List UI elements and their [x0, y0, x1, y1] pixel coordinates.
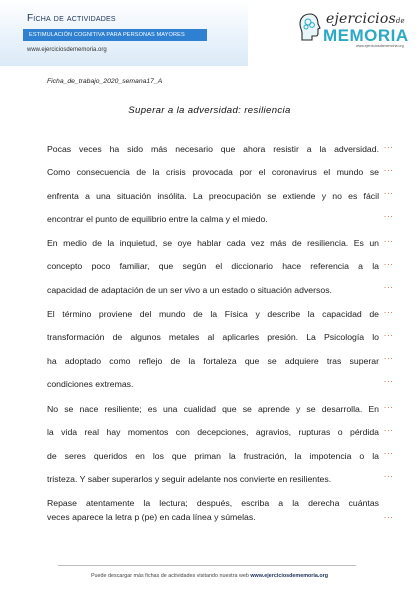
footer-link[interactable]: www.ejerciciosdememoria.org [250, 573, 329, 579]
text-line: veces aparece la letra p (pe) en cada línea y súmelas. [47, 512, 256, 522]
paragraph-3 [47, 303, 379, 396]
instruction-paragraph [47, 496, 379, 524]
text-line: ha adoptado como reflejo de la fortaleza que se adquiere tras superar [47, 355, 379, 366]
text-line: concepto poco familiar, que según el diccionario hace referencia a la [47, 261, 379, 272]
answer-field[interactable]: ... [384, 401, 394, 410]
header-banner [0, 0, 248, 66]
answer-field[interactable]: ... [384, 141, 394, 150]
paragraph-1 [47, 138, 379, 231]
text-line: El término proviene del mundo de la Física y describe la capacidad de [47, 309, 379, 319]
text-line: Pocas veces ha sido más necesario que ahora resistir a la adversidad. [47, 144, 379, 154]
worksheet-id: Ficha_de_trabajo_2020_semana17_A [47, 78, 163, 85]
text-line: enfrenta a una situación insólita. La preocupación se extiende y no es fácil [47, 190, 379, 201]
header-subtitle-bar: ESTIMULACIÓN COGNITIVA PARA PERSONAS MAYORES [23, 29, 207, 41]
text-line: la vida real hay momentos con decepciones, agravios, rupturas o pérdida [47, 427, 379, 438]
paragraph-4 [47, 398, 379, 491]
page-footer [0, 573, 419, 579]
answer-field[interactable]: ... [384, 375, 394, 384]
text-line: transformación de algunos metales al aplicarles presión. La Psicología lo [47, 332, 379, 343]
paragraph-2 [47, 232, 379, 302]
answer-field[interactable]: ... [384, 258, 394, 267]
answer-field[interactable]: ... [384, 235, 394, 244]
document-title: Superar a la adversidad: resiliencia [128, 105, 291, 116]
total-answer-field[interactable]: ... [384, 511, 394, 520]
logo-url: www.ejerciciosdememoria.org [356, 44, 404, 48]
footer-text: Puede descargar más fichas de actividades visitando nuestra web [90, 573, 251, 579]
logo-wordmark-top: ejerciciosde [326, 11, 405, 27]
brain-head-icon [298, 12, 322, 42]
text-line: Como consecuencia de la crisis provocada por el coronavirus el mundo se [47, 167, 379, 178]
answer-field[interactable]: ... [384, 424, 394, 433]
header-title: Ficha de actividades [27, 13, 116, 24]
answer-field[interactable]: ... [384, 447, 394, 456]
text-line: En medio de la inquietud, se oye hablar cada vez más de resiliencia. Es un [47, 238, 379, 248]
text-line: encontrar el punto de equilibrio entre la calma y el miedo. [47, 213, 268, 224]
answer-field[interactable]: ... [384, 164, 394, 173]
page-header [0, 0, 419, 66]
answer-field[interactable]: ... [384, 210, 394, 219]
text-line: condiciones extremas. [47, 378, 134, 389]
answer-field[interactable]: ... [384, 306, 394, 315]
answer-field[interactable]: ... [384, 329, 394, 338]
answer-field[interactable]: ... [384, 281, 394, 290]
text-line: tristeza. Y saber superarlos y seguir adelante nos convierte en resilientes. [47, 473, 332, 484]
answer-field[interactable]: ... [384, 470, 394, 479]
site-logo [294, 9, 414, 51]
text-line: capacidad de adaptación de un ser vivo a un estado o situación adversos. [47, 284, 332, 295]
logo-wordmark-main: MEMORIA [323, 26, 409, 45]
answer-field[interactable]: ... [384, 187, 394, 196]
text-line: Repase atentamente la lectura; después, escriba a la derecha cuántas [47, 498, 379, 508]
header-url[interactable]: www.ejerciciosdememoria.org [27, 47, 107, 53]
text-line: de seres queridos en los que priman la frustración, la impotencia o la [47, 450, 379, 461]
answer-field[interactable]: ... [384, 352, 394, 361]
text-line: No se nace resiliente; es una cualidad que se aprende y se desarrolla. En [47, 404, 379, 414]
footer-divider [58, 565, 356, 566]
